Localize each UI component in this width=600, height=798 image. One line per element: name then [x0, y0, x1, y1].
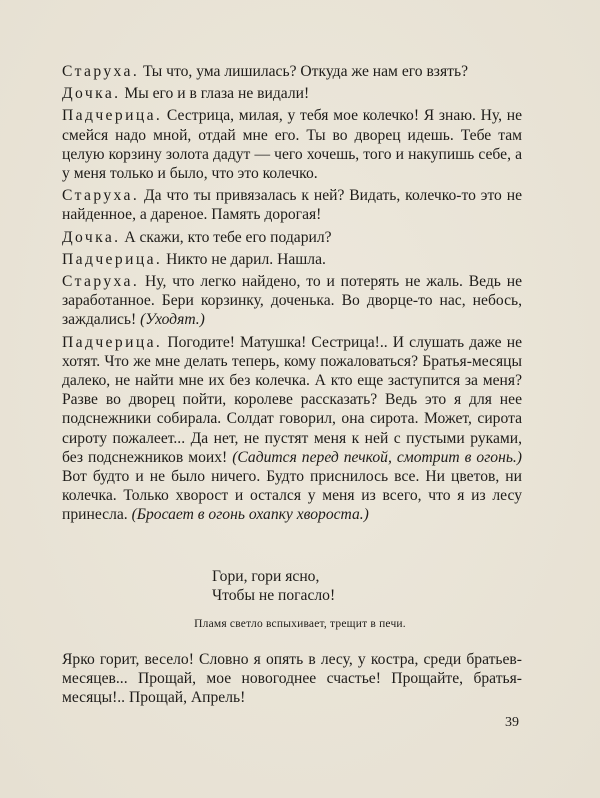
verse-line: Гори, гори ясно,	[212, 568, 320, 585]
dialogue-line	[62, 106, 522, 183]
stage-direction: Пламя светло вспыхивает, трещит в печи.	[194, 618, 406, 630]
line-text: Мы его и в глаза не видали!	[120, 85, 310, 103]
speaker-name: Падчерица.	[62, 107, 163, 125]
dialogue-line	[62, 250, 522, 269]
speaker-name: Старуха.	[62, 63, 140, 80]
speaker-name: Падчерица.	[62, 250, 163, 268]
page-number: 39	[505, 715, 519, 730]
stage-direction-inline: (Уходят.)	[140, 311, 205, 329]
line-text: А скажи, кто тебе его подарил?	[120, 228, 332, 246]
speaker-name: Старуха.	[62, 187, 140, 205]
verse-block	[212, 567, 335, 606]
dialogue-line	[62, 228, 522, 247]
stage-direction-inline: (Бросает в огонь охапку хвороста.)	[131, 506, 369, 524]
monologue	[62, 333, 522, 525]
line-text: Ты что, ума лишилась? Откуда же нам его взять?	[139, 63, 468, 80]
dialogue-line	[62, 272, 522, 330]
line-text: Никто не дарил. Нашла.	[162, 250, 326, 268]
speaker-name: Падчерица.	[62, 333, 163, 351]
dialogue-line	[62, 62, 522, 81]
speaker-name: Дочка.	[62, 228, 121, 246]
monologue-text-1: Погодите! Матушка! Сестрица!.. И слушать даже не хотят. Что же мне делать теперь, кому пожаловаться? Братья-месяцы далеко, не найти мне их без колечка. А кто еще заступится за меня? Разве во дворец пойти, королеве рассказать? Ведь это я для нее подснежники собирала. Солдат говорил, она сирота. Может, сирота сироту пожалеет... Да нет, не пустят меня к ней с пустыми руками, без подснежников моих!	[62, 333, 522, 466]
speaker-name: Старуха.	[62, 273, 140, 291]
dialogue-line	[62, 186, 522, 224]
speaker-name: Дочка.	[62, 85, 121, 103]
line-text: Сестрица, милая, у тебя мое колечко! Я знаю. Ну, не смейся надо мной, отдай мне его. Ты во дворец идешь. Тебе там целую корзину золота дадут — чего хочешь, того и накупишь себе, а у меня только и было, что это колечко.	[62, 107, 522, 183]
dialogue-line	[62, 84, 522, 103]
monologue-text-2: Вот будто и не было ничего. Будто приснилось все. Ни цветов, ни колечка. Только хворост и остался у меня из всего, что я из лесу принесла.	[62, 468, 522, 524]
dialogue-block	[62, 62, 522, 528]
line-text: Да что ты привязалась к ней? Видать, колечко-то это не найденное, а дареное. Память дорогая!	[62, 187, 522, 224]
stage-direction-inline: (Садится перед печкой, смотрит в огонь.)	[232, 448, 523, 466]
line-text: Ну, что легко найдено, то и потерять не жаль. Ведь не заработанное. Бери корзинку, доченька. Во дворце-то нас, небось, заждались!	[62, 273, 522, 329]
verse-line: Чтобы не погасло!	[212, 587, 336, 605]
closing-paragraph: Ярко горит, весело! Словно я опять в лесу, у костра, среди братьев-месяцев... Прощай, мое новогоднее счастье! Прощайте, братья-месяцы!.. Прощай, Апрель!	[62, 651, 522, 707]
